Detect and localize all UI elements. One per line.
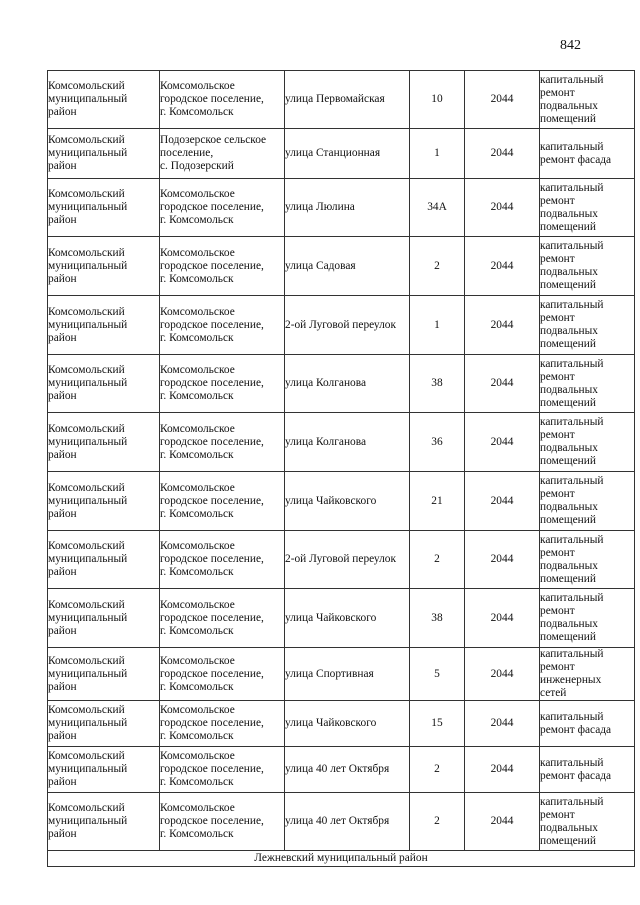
- street-cell: улица 40 лет Октября: [285, 793, 410, 851]
- district-cell: [48, 179, 160, 237]
- district-cell: [48, 355, 160, 413]
- settlement-cell-line: г. Комсомольск: [160, 680, 234, 693]
- settlement-cell-line: Комсомольское: [160, 188, 235, 200]
- year-cell: 2044: [465, 413, 540, 472]
- district-cell-line: муниципальный: [48, 667, 128, 680]
- district-cell-line: район: [48, 730, 77, 742]
- year-cell: 2044: [465, 589, 540, 648]
- work-type-cell-line: помещений: [540, 572, 596, 585]
- district-cell-line: муниципальный: [48, 553, 128, 565]
- settlement-cell-line: г. Комсомольск: [160, 390, 234, 402]
- work-type-cell-line: капитальный: [540, 795, 604, 808]
- district-cell-line: муниципальный: [48, 815, 128, 827]
- house-number-cell: 38: [410, 589, 465, 648]
- street-cell: 2-ой Луговой переулок: [285, 531, 410, 589]
- work-type-cell-line: капитальный: [540, 416, 604, 428]
- settlement-cell: [160, 413, 285, 472]
- settlement-cell-line: Комсомольское: [160, 704, 235, 716]
- work-type-cell-line: помещений: [540, 112, 596, 125]
- settlement-cell-line: поселение,: [160, 147, 214, 159]
- work-type-cell-line: ремонт: [540, 661, 575, 673]
- settlement-cell: [160, 531, 285, 589]
- table-row: [48, 701, 635, 747]
- work-type-cell-line: подвальных: [540, 383, 598, 396]
- work-type-cell-line: ремонт фасада: [540, 723, 612, 736]
- work-type-cell-line: подвальных: [540, 501, 598, 513]
- district-cell-line: муниципальный: [48, 763, 128, 775]
- table-row: [48, 531, 635, 589]
- settlement-cell-line: Комсомольское: [160, 422, 235, 435]
- district-cell-line: Комсомольский: [48, 802, 125, 814]
- district-cell-line: Комсомольский: [48, 422, 125, 435]
- settlement-cell-line: Комсомольское: [160, 750, 235, 762]
- section-heading: Лежневский муниципальный район: [48, 851, 635, 867]
- settlement-cell-line: городское поселение,: [160, 611, 264, 624]
- settlement-cell-line: городское поселение,: [160, 377, 264, 389]
- section-row: [48, 851, 635, 867]
- work-type-cell: [540, 648, 635, 701]
- settlement-cell-line: Комсомольское: [160, 246, 235, 259]
- settlement-cell-line: городское поселение,: [160, 201, 264, 213]
- settlement-cell-line: г. Комсомольск: [160, 214, 234, 226]
- table-row: [48, 413, 635, 472]
- work-type-cell: [540, 701, 635, 747]
- settlement-cell: [160, 71, 285, 129]
- district-cell-line: район: [48, 776, 77, 788]
- work-type-cell: [540, 355, 635, 413]
- work-type-cell-line: подвальных: [540, 207, 598, 220]
- district-cell-line: район: [48, 507, 77, 520]
- settlement-cell: [160, 237, 285, 296]
- district-cell-line: район: [48, 624, 77, 637]
- year-cell: 2044: [465, 355, 540, 413]
- work-type-cell-line: ремонт: [540, 194, 575, 207]
- street-cell: улица Колганова: [285, 355, 410, 413]
- district-cell-line: Комсомольский: [48, 704, 125, 716]
- district-cell-line: район: [48, 214, 77, 226]
- table-row: [48, 472, 635, 531]
- work-type-cell-line: помещений: [540, 514, 596, 526]
- work-type-cell-line: помещений: [540, 220, 596, 233]
- work-type-cell: [540, 472, 635, 531]
- work-type-cell-line: помещений: [540, 338, 596, 350]
- work-type-cell-line: ремонт: [540, 86, 575, 99]
- house-number-cell: 2: [410, 531, 465, 589]
- work-type-cell-line: ремонт: [540, 370, 575, 383]
- work-type-cell-line: капитальный: [540, 357, 604, 370]
- settlement-cell-line: Комсомольское: [160, 80, 235, 92]
- district-cell: [48, 747, 160, 793]
- district-cell-line: Комсомольский: [48, 540, 125, 552]
- house-number-cell: 10: [410, 71, 465, 129]
- housing-repair-table: [47, 70, 635, 867]
- settlement-cell: [160, 472, 285, 531]
- district-cell-line: муниципальный: [48, 435, 128, 448]
- settlement-cell: [160, 793, 285, 851]
- settlement-cell: [160, 296, 285, 355]
- work-type-cell-line: помещений: [540, 631, 596, 643]
- district-cell-line: Комсомольский: [48, 246, 125, 259]
- district-cell-line: район: [48, 390, 77, 402]
- settlement-cell-line: Комсомольское: [160, 364, 235, 376]
- district-cell-line: муниципальный: [48, 147, 128, 159]
- settlement-cell-line: г. Комсомольск: [160, 106, 234, 118]
- settlement-cell-line: городское поселение,: [160, 93, 264, 105]
- year-cell: 2044: [465, 129, 540, 179]
- year-cell: 2044: [465, 648, 540, 701]
- table-row: [48, 129, 635, 179]
- settlement-cell-line: городское поселение,: [160, 435, 264, 448]
- year-cell: 2044: [465, 71, 540, 129]
- year-cell: 2044: [465, 793, 540, 851]
- table-row: [48, 793, 635, 851]
- work-type-cell: [540, 747, 635, 793]
- district-cell-line: район: [48, 272, 77, 285]
- district-cell-line: муниципальный: [48, 494, 128, 507]
- work-type-cell-line: ремонт: [540, 546, 575, 559]
- district-cell-line: Комсомольский: [48, 364, 125, 376]
- work-type-cell-line: ремонт: [540, 605, 575, 617]
- house-number-cell: 2: [410, 793, 465, 851]
- settlement-cell: [160, 701, 285, 747]
- work-type-cell-line: капитальный: [540, 240, 604, 252]
- work-type-cell-line: капитальный: [540, 140, 604, 153]
- house-number-cell: 2: [410, 237, 465, 296]
- year-cell: 2044: [465, 701, 540, 747]
- settlement-cell-line: г. Комсомольск: [160, 272, 234, 285]
- district-cell-line: муниципальный: [48, 717, 128, 729]
- house-number-cell: 34А: [410, 179, 465, 237]
- work-type-cell-line: подвальных: [540, 442, 598, 454]
- district-cell-line: Комсомольский: [48, 654, 125, 667]
- work-type-cell-line: капитальный: [540, 533, 604, 546]
- table-row: [48, 237, 635, 296]
- district-cell: [48, 531, 160, 589]
- settlement-cell: [160, 747, 285, 793]
- table-row: [48, 296, 635, 355]
- house-number-cell: 38: [410, 355, 465, 413]
- settlement-cell-line: Комсомольское: [160, 305, 235, 318]
- district-cell-line: муниципальный: [48, 377, 128, 389]
- work-type-cell-line: ремонт: [540, 808, 575, 821]
- work-type-cell-line: инженерных: [540, 674, 602, 686]
- settlement-cell-line: Комсомольское: [160, 654, 235, 667]
- work-type-cell: [540, 793, 635, 851]
- work-type-cell-line: ремонт: [540, 429, 575, 441]
- settlement-cell-line: г. Комсомольск: [160, 730, 234, 742]
- year-cell: 2044: [465, 531, 540, 589]
- work-type-cell-line: капитальный: [540, 756, 604, 769]
- house-number-cell: 36: [410, 413, 465, 472]
- house-number-cell: 2: [410, 747, 465, 793]
- settlement-cell-line: городское поселение,: [160, 667, 264, 680]
- settlement-cell-line: г. Комсомольск: [160, 776, 234, 788]
- settlement-cell-line: Комсомольское: [160, 802, 235, 814]
- district-cell-line: Комсомольский: [48, 134, 125, 146]
- work-type-cell-line: ремонт фасада: [540, 769, 612, 782]
- table-row: [48, 589, 635, 648]
- settlement-cell-line: городское поселение,: [160, 815, 264, 827]
- street-cell: улица Первомайская: [285, 71, 410, 129]
- house-number-cell: 1: [410, 296, 465, 355]
- settlement-cell-line: Комсомольское: [160, 598, 235, 611]
- settlement-cell-line: городское поселение,: [160, 763, 264, 775]
- settlement-cell-line: г. Комсомольск: [160, 331, 234, 344]
- work-type-cell-line: подвальных: [540, 99, 598, 112]
- work-type-cell-line: помещений: [540, 834, 596, 847]
- street-cell: улица Чайковского: [285, 589, 410, 648]
- work-type-cell-line: помещений: [540, 279, 596, 291]
- district-cell: [48, 648, 160, 701]
- district-cell-line: Комсомольский: [48, 598, 125, 611]
- district-cell: [48, 296, 160, 355]
- settlement-cell-line: городское поселение,: [160, 553, 264, 565]
- work-type-cell-line: капитальный: [540, 181, 604, 194]
- street-cell: улица Чайковского: [285, 701, 410, 747]
- settlement-cell: [160, 589, 285, 648]
- settlement-cell-line: с. Подозерский: [160, 160, 234, 172]
- house-number-cell: 21: [410, 472, 465, 531]
- work-type-cell: [540, 237, 635, 296]
- work-type-cell: [540, 589, 635, 648]
- settlement-cell-line: городское поселение,: [160, 259, 264, 272]
- work-type-cell: [540, 179, 635, 237]
- district-cell-line: район: [48, 331, 77, 344]
- district-cell: [48, 71, 160, 129]
- work-type-cell-line: помещений: [540, 396, 596, 409]
- work-type-cell-line: капитальный: [540, 475, 604, 487]
- work-type-cell-line: подвальных: [540, 559, 598, 572]
- house-number-cell: 5: [410, 648, 465, 701]
- street-cell: 2-ой Луговой переулок: [285, 296, 410, 355]
- district-cell: [48, 589, 160, 648]
- district-cell-line: Комсомольский: [48, 188, 125, 200]
- settlement-cell-line: г. Комсомольск: [160, 624, 234, 637]
- settlement-cell: [160, 129, 285, 179]
- street-cell: улица Люлина: [285, 179, 410, 237]
- district-cell-line: район: [48, 448, 77, 461]
- work-type-cell-line: капитальный: [540, 73, 604, 86]
- page-number: 842: [560, 38, 581, 53]
- work-type-cell-line: помещений: [540, 455, 596, 467]
- table-row: [48, 179, 635, 237]
- district-cell-line: муниципальный: [48, 318, 128, 331]
- year-cell: 2044: [465, 237, 540, 296]
- street-cell: улица Спортивная: [285, 648, 410, 701]
- settlement-cell-line: г. Комсомольск: [160, 507, 234, 520]
- year-cell: 2044: [465, 179, 540, 237]
- district-cell-line: Комсомольский: [48, 80, 125, 92]
- district-cell-line: Комсомольский: [48, 750, 125, 762]
- district-cell: [48, 472, 160, 531]
- work-type-cell-line: ремонт: [540, 253, 575, 265]
- year-cell: 2044: [465, 747, 540, 793]
- settlement-cell-line: Подозерское сельское: [160, 134, 267, 146]
- settlement-cell-line: городское поселение,: [160, 494, 264, 507]
- district-cell: [48, 701, 160, 747]
- work-type-cell: [540, 413, 635, 472]
- district-cell-line: район: [48, 680, 77, 693]
- settlement-cell: [160, 355, 285, 413]
- house-number-cell: 15: [410, 701, 465, 747]
- work-type-cell-line: капитальный: [540, 299, 604, 311]
- district-cell-line: муниципальный: [48, 259, 128, 272]
- district-cell-line: муниципальный: [48, 93, 128, 105]
- settlement-cell: [160, 648, 285, 701]
- district-cell-line: район: [48, 106, 77, 118]
- street-cell: улица Чайковского: [285, 472, 410, 531]
- district-cell-line: район: [48, 566, 77, 578]
- district-cell-line: район: [48, 828, 77, 840]
- settlement-cell-line: городское поселение,: [160, 717, 264, 729]
- district-cell-line: муниципальный: [48, 201, 128, 213]
- settlement-cell-line: городское поселение,: [160, 318, 264, 331]
- district-cell-line: Комсомольский: [48, 481, 125, 494]
- table-row: [48, 355, 635, 413]
- work-type-cell-line: капитальный: [540, 648, 604, 660]
- year-cell: 2044: [465, 296, 540, 355]
- work-type-cell-line: подвальных: [540, 618, 598, 630]
- table-row: [48, 648, 635, 701]
- settlement-cell: [160, 179, 285, 237]
- year-cell: 2044: [465, 472, 540, 531]
- district-cell-line: район: [48, 160, 77, 172]
- work-type-cell-line: капитальный: [540, 592, 604, 604]
- settlement-cell-line: Комсомольское: [160, 481, 235, 494]
- district-cell: [48, 237, 160, 296]
- work-type-cell: [540, 71, 635, 129]
- house-number-cell: 1: [410, 129, 465, 179]
- table-body: [48, 71, 635, 867]
- street-cell: улица 40 лет Октября: [285, 747, 410, 793]
- table-row: [48, 71, 635, 129]
- table-row: [48, 747, 635, 793]
- street-cell: улица Садовая: [285, 237, 410, 296]
- work-type-cell-line: подвальных: [540, 325, 598, 337]
- district-cell-line: муниципальный: [48, 611, 128, 624]
- street-cell: улица Станционная: [285, 129, 410, 179]
- work-type-cell-line: ремонт фасада: [540, 153, 612, 166]
- work-type-cell-line: сетей: [540, 687, 567, 699]
- work-type-cell-line: подвальных: [540, 266, 598, 278]
- work-type-cell-line: ремонт: [540, 312, 575, 324]
- district-cell: [48, 413, 160, 472]
- work-type-cell-line: ремонт: [540, 488, 575, 500]
- street-cell: улица Колганова: [285, 413, 410, 472]
- district-cell: [48, 793, 160, 851]
- work-type-cell: [540, 296, 635, 355]
- district-cell: [48, 129, 160, 179]
- settlement-cell-line: г. Комсомольск: [160, 828, 234, 840]
- work-type-cell: [540, 129, 635, 179]
- district-cell-line: Комсомольский: [48, 305, 125, 318]
- work-type-cell: [540, 531, 635, 589]
- settlement-cell-line: г. Комсомольск: [160, 448, 234, 461]
- work-type-cell-line: капитальный: [540, 710, 604, 723]
- work-type-cell-line: подвальных: [540, 821, 598, 834]
- settlement-cell-line: Комсомольское: [160, 540, 235, 552]
- settlement-cell-line: г. Комсомольск: [160, 566, 234, 578]
